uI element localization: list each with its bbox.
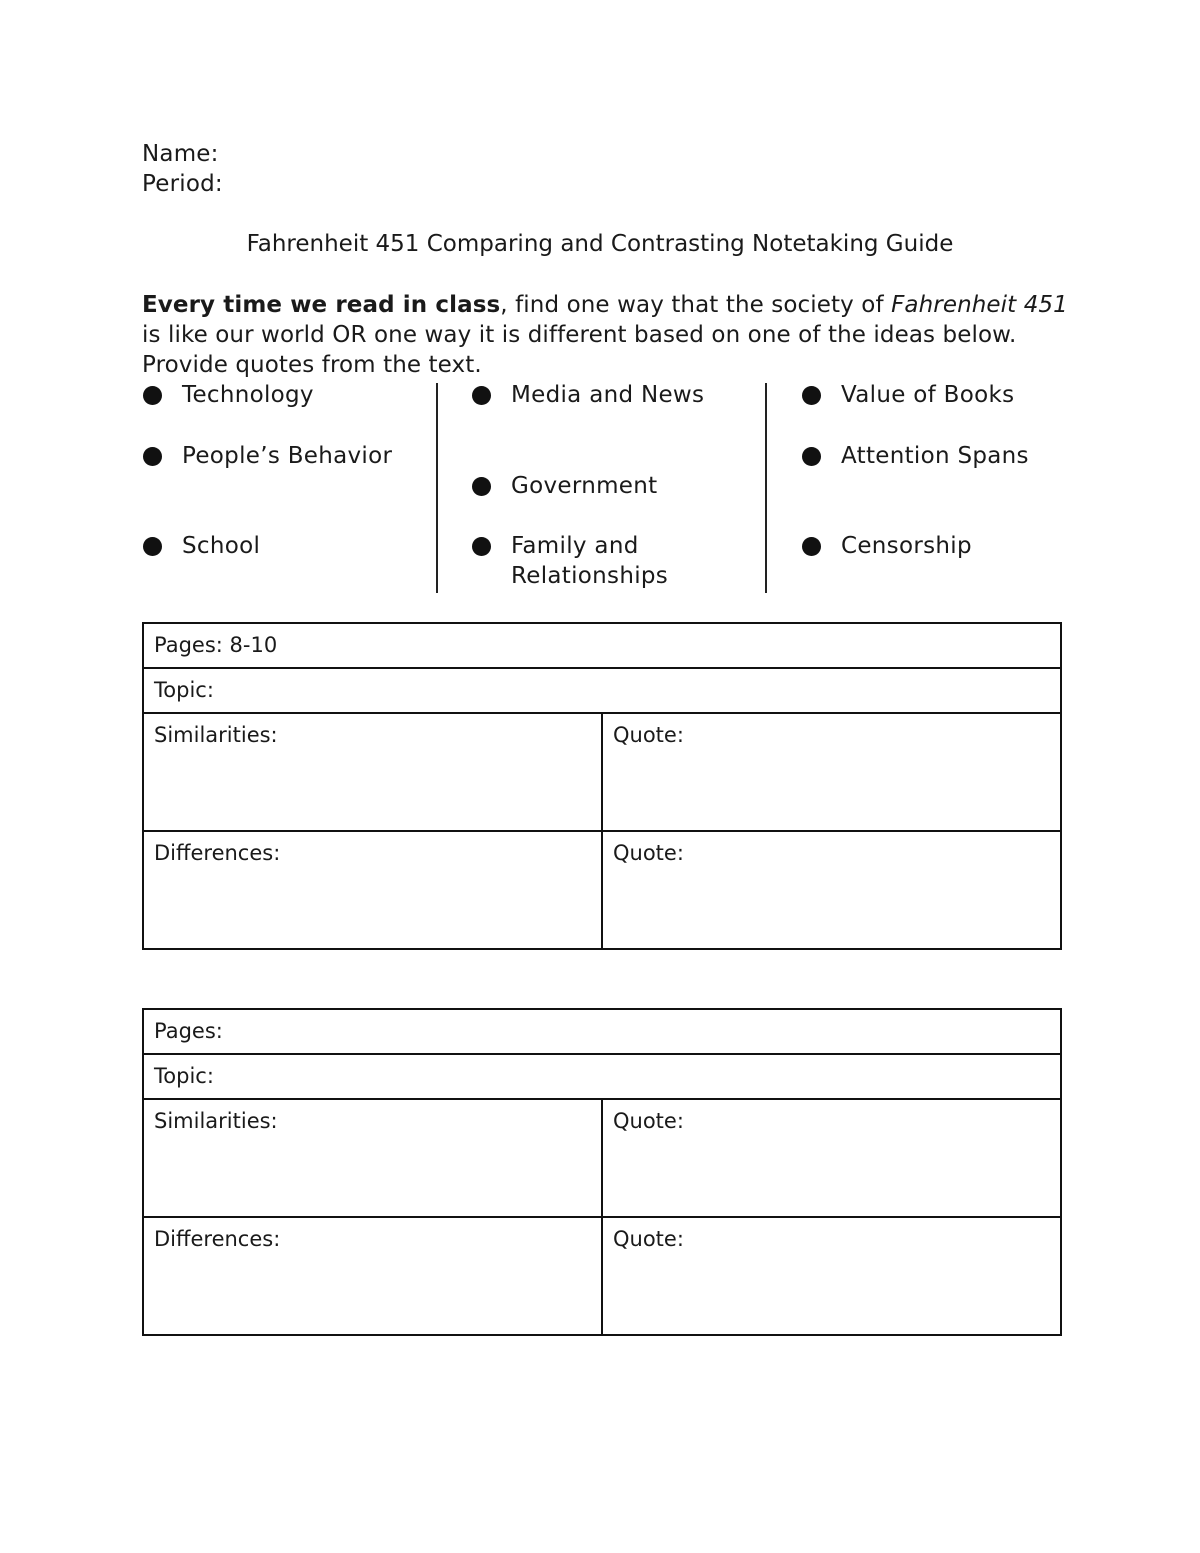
topic-label: Government (511, 473, 658, 499)
instructions-lead: Every time we read in class (142, 292, 501, 318)
page-title: Fahrenheit 451 Comparing and Contrasting Notetaking Guide (246, 231, 954, 257)
topic-row[interactable]: Topic: (144, 1055, 1060, 1100)
topic-item (511, 471, 751, 501)
topic-label: People’s Behavior (182, 443, 393, 469)
instructions (142, 290, 1072, 380)
differences-cell[interactable]: Differences: (144, 1218, 603, 1334)
similarities-cell[interactable]: Similarities: (144, 714, 603, 830)
topic-item (182, 531, 422, 561)
topic-item (841, 531, 1081, 561)
bullet-icon (802, 447, 821, 466)
bullet-icon (143, 386, 162, 405)
quote-cell[interactable]: Quote: (613, 723, 684, 747)
topic-label: Technology (182, 382, 314, 408)
topic-item (511, 380, 751, 410)
topic-column-1 (146, 383, 438, 593)
topic-label: Value of Books (841, 382, 1015, 408)
differences-row (144, 832, 1060, 948)
topic-label: Attention Spans (841, 443, 1029, 469)
topic-label: Media and News (511, 382, 705, 408)
topic-row[interactable]: Topic: (144, 669, 1060, 714)
instructions-text-1: , find one way that the society of (500, 292, 892, 318)
pages-row[interactable]: Pages: (144, 1010, 1060, 1055)
bullet-icon (143, 537, 162, 556)
bullet-icon (472, 537, 491, 556)
topic-item (182, 380, 422, 410)
quote-cell[interactable]: Quote: (613, 1109, 684, 1133)
bullet-icon (143, 447, 162, 466)
notes-table-1 (142, 622, 1062, 950)
bullet-icon (472, 386, 491, 405)
topic-item (182, 441, 422, 471)
quote-cell[interactable]: Quote: (613, 841, 684, 865)
differences-row (144, 1218, 1060, 1334)
quote-cell[interactable]: Quote: (613, 1227, 684, 1251)
book-title: Fahrenheit 451 (891, 292, 1068, 318)
bullet-icon (802, 386, 821, 405)
similarities-row (144, 714, 1060, 832)
topic-item (511, 531, 751, 591)
bullet-icon (802, 537, 821, 556)
topic-item (841, 441, 1081, 471)
topic-item (841, 380, 1081, 410)
bullet-icon (472, 477, 491, 496)
similarities-row (144, 1100, 1060, 1218)
similarities-cell[interactable]: Similarities: (144, 1100, 603, 1216)
differences-cell[interactable]: Differences: (144, 832, 603, 948)
pages-row[interactable]: Pages: 8-10 (144, 624, 1060, 669)
notes-table-2 (142, 1008, 1062, 1336)
topic-label: Family and Relationships (511, 533, 669, 589)
instructions-text-2: is like our world OR one way it is different based on one of the ideas below. Provide quotes from the text. (142, 322, 1017, 378)
period-label: Period: (142, 171, 223, 197)
name-label: Name: (142, 141, 219, 167)
topic-label: School (182, 533, 261, 559)
topic-column-2 (475, 383, 767, 593)
topic-label: Censorship (841, 533, 972, 559)
